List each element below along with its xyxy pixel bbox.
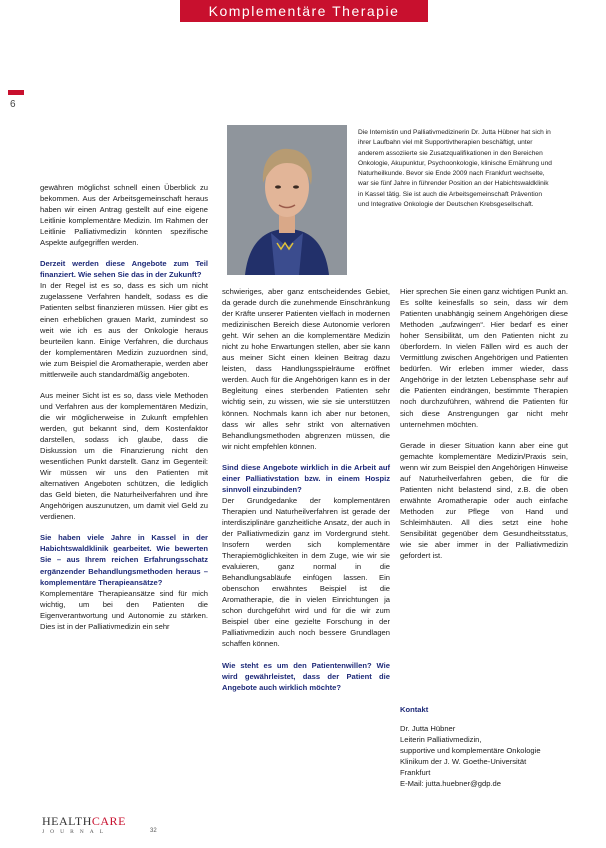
column-1 (40, 182, 208, 642)
page-glyph: 6 (10, 99, 16, 110)
contact-line: Klinikum der J. W. Goethe-Universität (400, 757, 527, 767)
contact-box (400, 704, 568, 789)
section-title-banner (180, 0, 428, 22)
paragraph: Der Grundgedanke der komplementären Therapien und Naturheilverfahren ist gerade der interdisziplinäre ganzheitliche Ansatz, der auch in der Palliativmedizin ganz im Vordergrund steht. Insofern werden sich komplementäre Therapiemöglichkeiten in dem Zuge, wie wir sie evaluieren, ganz normal in die Behandlungsabläufe einfügen lassen. Ein obenschon erwähntes Beispiel ist die Aromatherapie, die in vielen Einrichtungen ja schon durchgeführt wird und für die wir zum Beispiel über eine gezielte Forschung in der Palliativmedizin auch noch bessere Grundlagen schaffen können. (222, 495, 390, 649)
contact-line: Frankfurt (400, 768, 431, 778)
section-title: Komplementäre Therapie (208, 3, 400, 19)
question-heading: Wie steht es um den Patientenwillen? Wie wird gewährleistet, dass der Patient die Angebote auch wirklich möchte? (222, 660, 390, 692)
column-3 (400, 286, 568, 571)
logo-journal: JOURNAL (42, 829, 110, 835)
paragraph: Hier sprechen Sie einen ganz wichtigen Punkt an. Es sollte keinesfalls so sein, dass wir dem Patienten unabhängig seinem Angehörigen diese Methoden „aufzwingen“. Hier bedarf es einer hoher Sensibilität, um den Patienten nicht zu überfordern. In vielen Fällen wird es auch der Vermittlung zwischen Angehörigen und Patienten bedürfen. Wir erleben immer wieder, dass Angehörige in der letzten Lebensphase sehr auf die Patienten eindrängen, bestimmte Therapien noch durchzuführen, während die Patienten für sich diese Anstrengungen gar nicht mehr unternehmen möchten. (400, 287, 568, 429)
logo-care: CARE (91, 814, 126, 828)
question-heading: Sind diese Angebote wirklich in die Arbeit auf einer Palliativstation bzw. in einem Hospiz sinnvoll einzubinden? (222, 462, 390, 494)
paragraph: In der Regel ist es so, dass es sich um nicht zugelassene Verfahren handelt, sodass es die Patienten selbst finanzieren müssen. Hier gibt es einen erheblichen grauen Markt, zumindest so weit wie ich es aus der Onkologie heraus beurteilen kann. Einige Verfahren, die durchaus der komplementären Medizin zuzuordnen sind, wie zum Beispiel die Aromatherapie, werden aber mittlerweile auch standardmäßig angeboten. (40, 281, 208, 379)
paragraph: gewähren möglichst schnell einen Überblick zu bekommen. Aus der Arbeitsgemeinschaft heraus haben wir einen Antrag gestellt auf eine eigene Leitlinie komplementäre Medizin. Im Rahmen der Leitlinie Palliativmedizin könnten spezifische Aspekte aufgegriffen werden. (40, 183, 208, 248)
contact-heading: Kontakt (400, 705, 429, 714)
question-heading: Derzeit werden diese Angebote zum Teil finanziert. Wie sehen Sie das in der Zukunft? (40, 259, 208, 280)
column-2 (222, 286, 390, 693)
paragraph: Komplementäre Therapieansätze sind für mich wichtig, um bei den Patienten die Eigenverantwortung und Autonomie zu stärken. Dies ist in der Palliativmedizin ein sehr (40, 588, 208, 631)
journal-logo (42, 814, 126, 835)
page-number: 32 (150, 828, 157, 834)
red-accent-marker (8, 90, 24, 95)
photo-caption: Die Internistin und Palliativmedizinerin Dr. Jutta Hübner hat sich in ihrer Laufbahn viel mit Supportivtherapien beschäftigt, unter anderem assoziierte sie Zusatzqualifikationen in den Bereichen Onkologie, Akupunktur, Psychoonkologie, klinische Ernährung und Naturheilkunde. Bevor sie Ende 2009 nach Frankfurt wechselte, war sie fünf Jahre in führender Position an der Habichtswaldklinik in Kassel tätig. Sie ist auch die Arbeitsgemeinschaft Prävention und Integrative Onkologie der Deutschen Krebsgesellschaft. (358, 129, 552, 209)
contact-line: Leiterin Palliativmedizin, (400, 735, 482, 745)
paragraph: Gerade in dieser Situation kann aber eine gut gemachte komplementäre Medizin/Praxis sein, wenn wir zum Beispiel den Angehörigen Hinweise auf Naturheilverfahren geben, die für die Patienten nicht belastend sind, z.B. die oben erwähnte Aromatherapie oder auch einfache Methoden zur Pflege von Hand und Schleimhäuten. All dies setzt eine hohe Sensibilität gegenüber dem Gesundheitsstatus, wie sie aber immer in der Palliativmedizin gefordert ist. (400, 440, 568, 561)
paragraph: Aus meiner Sicht ist es so, dass viele Methoden und Verfahren aus der komplementären Medizin, die wir möglicherweise in Zukunft empfehlen werden, gut bekannt sind, dem Kostenfaktor darstellen, sodass ich glaube, dass die Diskussion um die Finanzierung nicht den wesentlichen Punkt darstellt. Ganz im Gegenteil: Wir müssen wir uns den Patienten mit alternativen Angeboten schützen, die lediglich das Geld bieten, die Naturheilverfahren und ihre Angehörigen auszunutzen, um damit viel Geld zu verdienen. (40, 390, 208, 522)
portrait-illustration (227, 125, 347, 275)
paragraph: schwieriges, aber ganz entscheidendes Gebiet, da gerade durch die zunehmende Einschränkung der Kräfte unserer Patienten vielfach in modernen medizinischen Bereich diese Autonomie verloren geht. Wir sehen an die komplementäre Medizin nicht zu hohe Erwartungen stellen, aber sie kann aus meiner Sicht einen kleinen Beitrag dazu leisten, dass Handlungsspielräume eröffnet werden. Auch für die Angehörigen kann es in der Begleitung eines sterbenden Patienten sehr wichtig sein, zu wissen, wie sie sie unterstützen können. Nochmals kann ich aber nur betonen, dass wir alles sehr strikt von alternativen Behandlungsmethoden abgrenzen müssen, die wir nicht empfehlen können. (222, 287, 390, 451)
question-heading: Sie haben viele Jahre in Kassel in der Habichtswaldklinik gearbeitet. Wie bewerten Sie – aus Ihrem reichen Erfahrungsschatz ergänzender Behandlungsmethoden heraus – komplementäre Therapieansätze? (40, 533, 208, 587)
contact-line: Dr. Jutta Hübner (400, 724, 456, 734)
portrait-photo (227, 125, 347, 275)
contact-line: supportive und komplementäre Onkologie (400, 746, 541, 756)
logo-health: HEALTH (42, 814, 92, 828)
contact-email: E-Mail: jutta.huebner@gdp.de (400, 779, 502, 789)
